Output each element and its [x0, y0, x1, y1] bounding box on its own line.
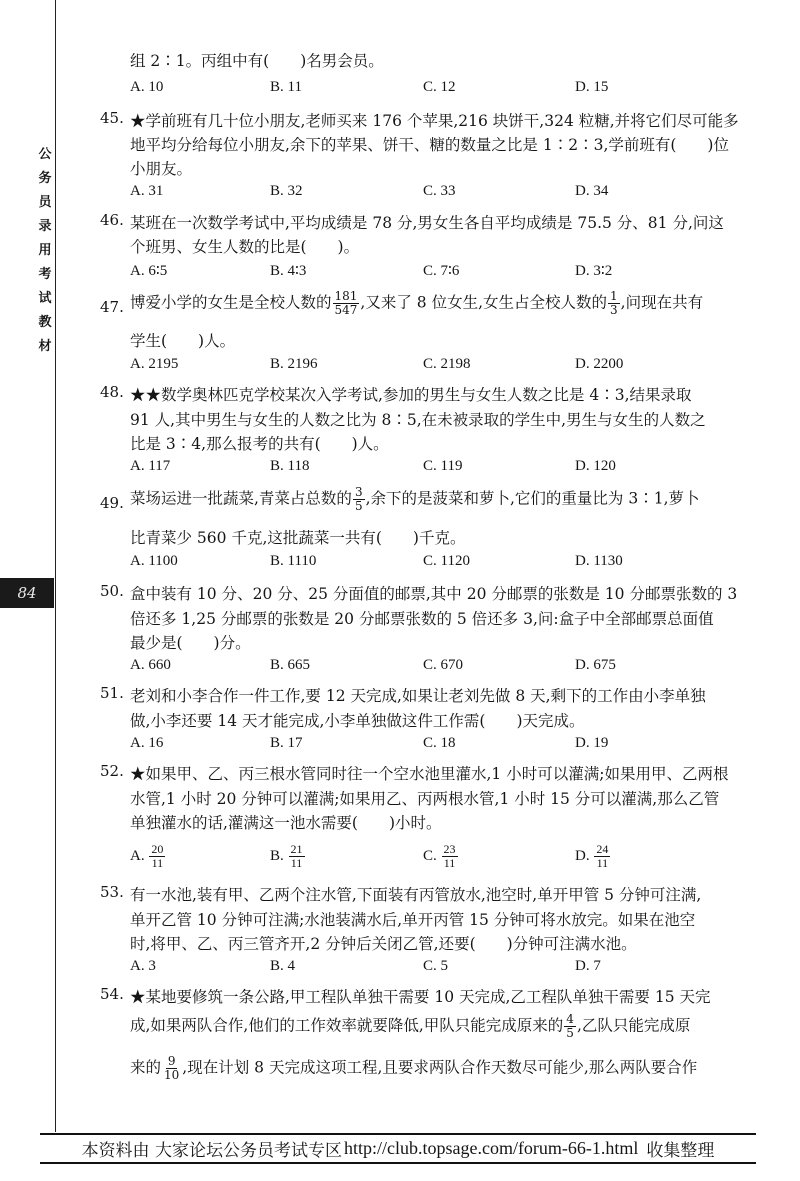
option: D. 7 — [575, 958, 601, 974]
question-text: 单开乙管 10 分钟可注满;水池装满水后,单开丙管 15 分钟可将水放完。如果在池空 — [130, 911, 696, 929]
question-text: 学生( )人。 — [130, 332, 236, 350]
fraction: $\frac{24}{11}$ — [596, 842, 609, 870]
question-text: 个班男、女生人数的比是( )。 — [130, 238, 360, 256]
option: D. $\frac{24}{11}$ — [575, 842, 609, 870]
option: D. 120 — [575, 458, 616, 474]
option: A. 16 — [130, 735, 164, 751]
question-text: 盒中装有 10 分、20 分、25 分面值的邮票,其中 20 分邮票的张数是 10 分邮票张数的 3 — [130, 585, 738, 603]
footer-url[interactable]: http://club.topsage.com/forum-66-1.html — [343, 1138, 639, 1158]
option: A. 660 — [130, 657, 171, 673]
question-text: ★如果甲、乙、丙三根水管同时往一个空水池里灌水,1 小时可以灌满;如果用甲、乙两根 — [130, 765, 729, 783]
question-text: ★某地要修筑一条公路,甲工程队单独干需要 10 天完成,乙工程队单独干需要 15 天完 — [130, 988, 711, 1006]
option: A. 3 — [130, 958, 156, 974]
option: D. 2200 — [575, 356, 624, 372]
option: C. $\frac{23}{11}$ — [423, 842, 456, 870]
question-text: 最少是( )分。 — [130, 634, 251, 652]
question-text: 博爱小学的女生是全校人数的 $\frac{181}{547}$ ,又来了 8 位女生,女生占全校人数的 $\frac{1}{3}$ ,问现在共有 — [130, 289, 704, 317]
option: C. 119 — [423, 458, 463, 474]
option: B. 4 — [270, 958, 296, 974]
fraction: $\frac{21}{11}$ — [290, 842, 303, 870]
question-text: 成,如果两队合作,他们的工作效率就要降低,甲队只能完成原来的 $\frac{4}{5}$ ,乙队只能完成原 — [130, 1012, 691, 1040]
option: C. 33 — [423, 183, 456, 199]
option: A. 2195 — [130, 356, 179, 372]
option: C. 1120 — [423, 553, 470, 569]
question-text: 91 人,其中男生与女生的人数之比为 8∶5,在未被录取的学生中,男生与女生的人数之 — [130, 411, 706, 429]
question-text: 菜场运进一批蔬菜,青菜占总数的 $\frac{3}{5}$ ,余下的是菠菜和萝卜,它们的重量比为 3∶1,萝卜 — [130, 485, 700, 513]
option: A. $\frac{20}{11}$ — [130, 842, 164, 870]
question-number: 54. — [100, 985, 124, 1003]
margin-rule — [55, 0, 56, 1132]
option: B. 11 — [270, 79, 302, 95]
side-label: 公 务 员 录 用 考 试 教 材 — [38, 147, 52, 354]
option: D. 19 — [575, 735, 609, 751]
option: A. 1100 — [130, 553, 178, 569]
question-number: 49. — [100, 494, 124, 512]
question-text: 单独灌水的话,灌满这一池水需要( )小时。 — [130, 814, 442, 832]
question-number: 50. — [100, 582, 124, 600]
question-text: 组 2∶1。丙组中有( )名男会员。 — [130, 52, 384, 70]
option: C. 7∶6 — [423, 263, 460, 279]
question-text: 比是 3∶4,那么报考的共有( )人。 — [130, 435, 389, 453]
question-text: 倍还多 1,25 分邮票的张数是 20 分邮票张数的 5 倍还多 3,问:盒子中全部邮票总面值 — [130, 610, 714, 628]
fraction: $\frac{23}{11}$ — [443, 842, 456, 870]
page-number-tab — [0, 578, 54, 608]
question-text: 水管,1 小时 20 分钟可以灌满;如果用乙、丙两根水管,1 小时 15 分可以灌满,那么乙管 — [130, 790, 720, 808]
option: C. 18 — [423, 735, 456, 751]
question-text: ★★数学奥林匹克学校某次入学考试,参加的男生与女生人数之比是 4∶3,结果录取 — [130, 386, 692, 404]
option: C. 5 — [423, 958, 449, 974]
option: A. 10 — [130, 79, 164, 95]
option: C. 12 — [423, 79, 456, 95]
question-text: 做,小李还要 14 天才能完成,小李单独做这件工作需( )天完成。 — [130, 712, 585, 730]
option: B. 17 — [270, 735, 303, 751]
question-number: 51. — [100, 684, 124, 702]
question-text: ★学前班有几十位小朋友,老师买来 176 个苹果,216 块饼干,324 粒糖,并将它们尽可能多 — [130, 112, 739, 130]
option: B. 2196 — [270, 356, 318, 372]
question-text: 比青菜少 560 千克,这批蔬菜一共有( )千克。 — [130, 529, 466, 547]
fraction: $\frac{20}{11}$ — [151, 842, 164, 870]
question-number: 45. — [100, 109, 124, 127]
option: B. 665 — [270, 657, 311, 673]
question-text: 某班在一次数学考试中,平均成绩是 78 分,男女生各自平均成绩是 75.5 分、81 分,问这 — [130, 214, 724, 232]
page-number: 84 — [17, 584, 37, 602]
option: A. 6∶5 — [130, 263, 168, 279]
option: D. 1130 — [575, 553, 623, 569]
fraction: $\frac{9}{10}$ — [164, 1054, 180, 1082]
fraction: $\frac{1}{3}$ — [610, 289, 618, 317]
question-text: 时,将甲、乙、丙三管齐开,2 分钟后关闭乙管,还要( )分钟可注满水池。 — [130, 935, 637, 953]
option: B. $\frac{21}{11}$ — [270, 842, 303, 870]
footer-suffix: 收集整理 — [646, 1141, 715, 1161]
question-text: 老刘和小李合作一件工作,要 12 天完成,如果让老刘先做 8 天,剩下的工作由小李单独 — [130, 687, 706, 705]
option: D. 3∶2 — [575, 263, 613, 279]
option: D. 34 — [575, 183, 609, 199]
fraction: $\frac{3}{5}$ — [354, 485, 363, 513]
question-number: 52. — [100, 762, 124, 780]
option: D. 675 — [575, 657, 616, 673]
fraction: $\frac{4}{5}$ — [566, 1012, 574, 1040]
option: C. 670 — [423, 657, 464, 673]
footer-prefix: 本资料由 大家论坛公务员考试专区 — [81, 1141, 342, 1161]
option: D. 15 — [575, 79, 609, 95]
fraction: $\frac{181}{547}$ — [334, 289, 358, 317]
option: B. 32 — [270, 183, 303, 199]
question-text: 地平均分给每位小朋友,余下的苹果、饼干、糖的数量之比是 1∶2∶3,学前班有( )位 — [130, 136, 729, 154]
question-number: 53. — [100, 883, 124, 901]
option: B. 4∶3 — [270, 263, 307, 279]
option: A. 31 — [130, 183, 164, 199]
question-number: 46. — [100, 211, 124, 229]
option: A. 117 — [130, 458, 171, 474]
option: B. 1110 — [270, 553, 317, 569]
question-number: 47. — [100, 298, 124, 316]
footer-banner — [40, 1133, 756, 1164]
question-text: 小朋友。 — [130, 160, 193, 178]
question-number: 48. — [100, 383, 124, 401]
option: B. 118 — [270, 458, 310, 474]
question-text: 来的 $\frac{9}{10}$ ,现在计划 8 天完成这项工程,且要求两队合作天数尽可能少,那么两队要合作 — [130, 1054, 698, 1082]
question-text: 有一水池,装有甲、乙两个注水管,下面装有丙管放水,池空时,单开甲管 5 分钟可注满, — [130, 886, 702, 904]
option: C. 2198 — [423, 356, 471, 372]
